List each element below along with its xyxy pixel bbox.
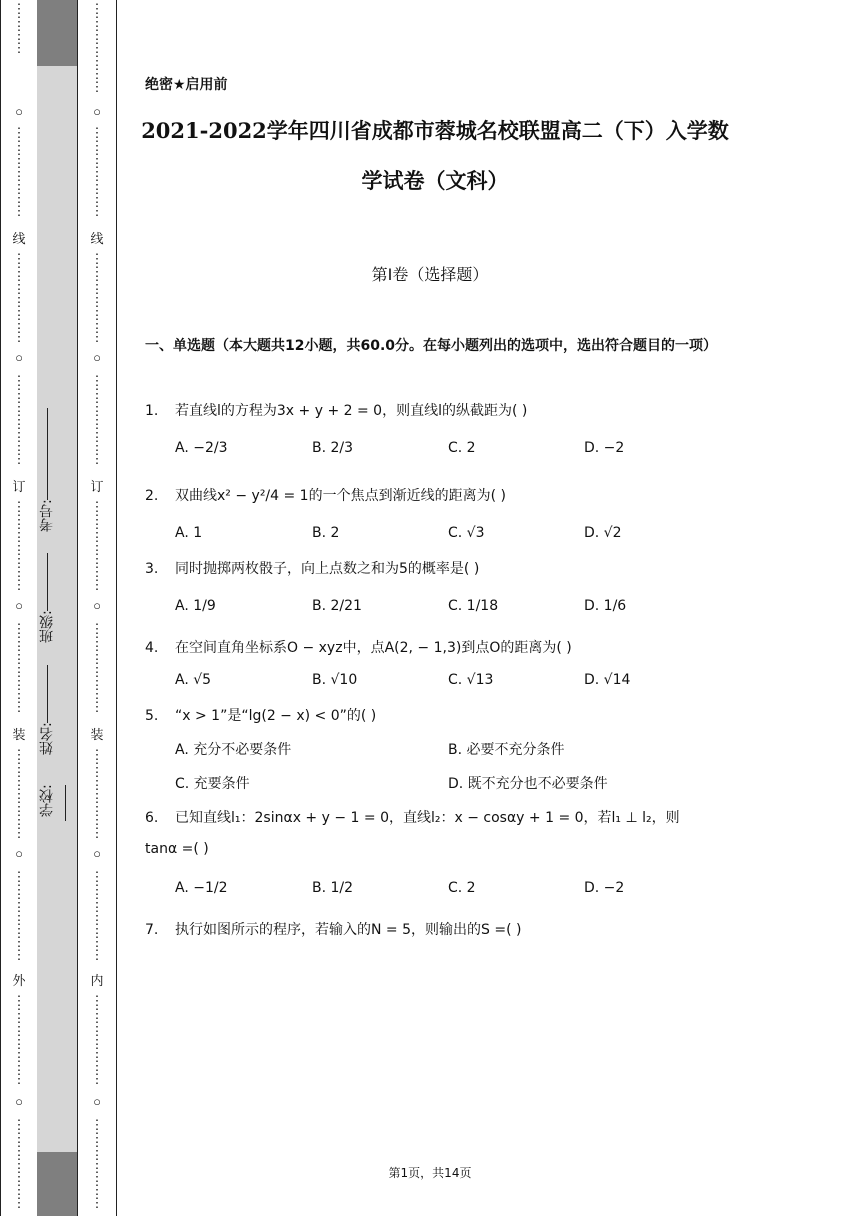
question-6 [145, 807, 680, 827]
option-a[interactable]: A. 1 [175, 525, 203, 541]
question-5 [145, 705, 376, 725]
inner-label-2: 订 [90, 479, 104, 494]
option-b[interactable]: B. 2/3 [312, 440, 354, 456]
dotted-line: ⋮ ⋮ ⋮ ⋮ ⋮ ⋮ ⋮ [12, 251, 26, 344]
dotted-line: ⋮ ⋮ ⋮ ⋮ ⋮ ⋮ ⋮ [90, 621, 104, 714]
option-a[interactable]: A. 充分不必要条件 [175, 742, 292, 758]
option-a[interactable]: A. √5 [175, 672, 212, 688]
option-d[interactable]: D. √14 [584, 672, 631, 688]
strip-dark-block [37, 0, 77, 66]
question-number: 7. [145, 922, 159, 938]
option-d[interactable]: D. 1/6 [584, 598, 627, 614]
option-c[interactable]: C. √13 [448, 672, 494, 688]
question-text: “x > 1”是“lg(2 − x) < 0”的( ) [175, 708, 377, 724]
question-3 [145, 558, 479, 578]
strip-dark-block [37, 1152, 77, 1216]
question-text: 已知直线l₁：2sinαx + y − 1 = 0，直线l₂：x − cosαy + 1 = 0，若l₁ ⊥ l₂，则 [175, 810, 680, 826]
dotted-line: ⋮ ⋮ ⋮ ⋮ [12, 1, 26, 55]
dotted-line: ⋮ ⋮ ⋮ ⋮ ⋮ ⋮ ⋮ [90, 869, 104, 962]
confidential-label: 绝密★启用前 [145, 77, 228, 93]
page-number: 第1页，共14页 [388, 1166, 472, 1180]
circle-icon: ○ [15, 846, 23, 861]
dotted-line: ⋮ ⋮ ⋮ ⋮ ⋮ ⋮ ⋮ [12, 747, 26, 840]
circle-icon: ○ [15, 1094, 23, 1109]
question-text: 执行如图所示的程序，若输入的N = 5，则输出的S =( ) [175, 922, 522, 938]
class-label: 班级: [39, 610, 55, 644]
class-field[interactable] [37, 544, 77, 648]
question-7 [145, 919, 521, 939]
circle-icon: ○ [15, 598, 23, 613]
circle-icon: ○ [93, 846, 101, 861]
circle-icon: ○ [93, 350, 101, 365]
question-number: 6. [145, 810, 159, 826]
inner-label-3: 装 [90, 727, 104, 742]
option-c[interactable]: C. 充要条件 [175, 776, 250, 792]
dotted-line: ⋮ ⋮ ⋮ ⋮ ⋮ ⋮ ⋮ [90, 747, 104, 840]
option-b[interactable]: B. 2 [312, 525, 340, 541]
option-d[interactable]: D. √2 [584, 525, 622, 541]
student-info-strip [37, 0, 78, 1216]
question-2 [145, 485, 506, 505]
school-label: 学校: [39, 784, 55, 818]
dotted-line: ⋮ ⋮ ⋮ ⋮ ⋮ ⋮ ⋮ [90, 373, 104, 466]
option-b[interactable]: B. 2/21 [312, 598, 362, 614]
question-number: 1. [145, 403, 159, 419]
exam-title: 2021-2022学年四川省成都市蓉城名校联盟高二（下）入学数学试卷（文科） [141, 118, 729, 193]
dotted-line: ⋮ ⋮ ⋮ ⋮ ⋮ ⋮ ⋮ [12, 373, 26, 466]
outer-label-1: 线 [12, 231, 26, 246]
option-a[interactable]: A. −1/2 [175, 880, 228, 896]
outer-label-3: 装 [12, 727, 26, 742]
outer-label-4: 外 [12, 973, 26, 988]
dotted-line: ⋮ ⋮ ⋮ ⋮ ⋮ ⋮ ⋮ [12, 621, 26, 714]
question-number: 5. [145, 708, 159, 724]
question-1 [145, 400, 527, 420]
inner-label-4: 内 [90, 973, 104, 988]
dotted-line: ⋮ ⋮ ⋮ ⋮ ⋮ ⋮ ⋮ [90, 1117, 104, 1210]
question-text: 若直线l的方程为3x + y + 2 = 0，则直线l的纵截距为( ) [175, 403, 528, 419]
option-a[interactable]: A. −2/3 [175, 440, 228, 456]
option-d[interactable]: D. −2 [584, 440, 625, 456]
school-field[interactable] [37, 766, 77, 836]
option-b[interactable]: B. √10 [312, 672, 358, 688]
part-heading: 一、单选题（本大题共12小题，共60.0分。在每小题列出的选项中，选出符合题目的一项） [145, 338, 718, 354]
question-6-continuation: tanα =( ) [145, 841, 209, 857]
option-c[interactable]: C. 2 [448, 880, 476, 896]
option-c[interactable]: C. 2 [448, 440, 476, 456]
dotted-line: ⋮ ⋮ ⋮ ⋮ ⋮ ⋮ ⋮ [12, 499, 26, 592]
dotted-line: ⋮ ⋮ ⋮ ⋮ ⋮ ⋮ ⋮ [90, 125, 104, 218]
dotted-line: ⋮ ⋮ ⋮ ⋮ ⋮ ⋮ ⋮ [12, 993, 26, 1086]
section-heading: 第I卷（选择题） [371, 265, 489, 284]
inner-label-1: 线 [90, 231, 104, 246]
name-field[interactable] [37, 656, 77, 760]
option-b[interactable]: B. 必要不充分条件 [448, 742, 565, 758]
circle-icon: ○ [15, 350, 23, 365]
dotted-line: ⋮ ⋮ ⋮ ⋮ ⋮ ⋮ ⋮ [12, 1117, 26, 1210]
outer-binding-strip [0, 0, 38, 1216]
circle-icon: ○ [15, 104, 23, 119]
exam-number-label: 考号: [39, 499, 55, 533]
dotted-line: ⋮ ⋮ ⋮ ⋮ ⋮ ⋮ ⋮ [90, 251, 104, 344]
question-text: 同时抛掷两枚骰子，向上点数之和为5的概率是( ) [175, 561, 480, 577]
dotted-line: ⋮ ⋮ ⋮ ⋮ ⋮ ⋮ ⋮ [90, 1, 104, 94]
dotted-line: ⋮ ⋮ ⋮ ⋮ ⋮ ⋮ ⋮ [90, 499, 104, 592]
exam-number-field[interactable] [37, 398, 77, 538]
option-d[interactable]: D. 既不充分也不必要条件 [448, 776, 608, 792]
option-c[interactable]: C. √3 [448, 525, 485, 541]
option-a[interactable]: A. 1/9 [175, 598, 216, 614]
option-d[interactable]: D. −2 [584, 880, 625, 896]
dotted-line: ⋮ ⋮ ⋮ ⋮ ⋮ ⋮ ⋮ [12, 869, 26, 962]
name-label: 姓名: [39, 722, 55, 756]
question-number: 4. [145, 640, 159, 656]
question-text: 在空间直角坐标系O − xyz中，点A(2, − 1,3)到点O的距离为( ) [175, 640, 572, 656]
question-number: 2. [145, 488, 159, 504]
question-text: 双曲线x² − y²/4 = 1的一个焦点到渐近线的距离为( ) [175, 488, 506, 504]
circle-icon: ○ [93, 104, 101, 119]
dotted-line: ⋮ ⋮ ⋮ ⋮ ⋮ ⋮ ⋮ [90, 993, 104, 1086]
outer-label-2: 订 [12, 479, 26, 494]
circle-icon: ○ [93, 1094, 101, 1109]
question-4 [145, 637, 572, 657]
dotted-line: ⋮ ⋮ ⋮ ⋮ ⋮ ⋮ ⋮ [12, 125, 26, 218]
option-c[interactable]: C. 1/18 [448, 598, 499, 614]
question-number: 3. [145, 561, 159, 577]
inner-binding-strip [78, 0, 117, 1216]
circle-icon: ○ [93, 598, 101, 613]
option-b[interactable]: B. 1/2 [312, 880, 354, 896]
